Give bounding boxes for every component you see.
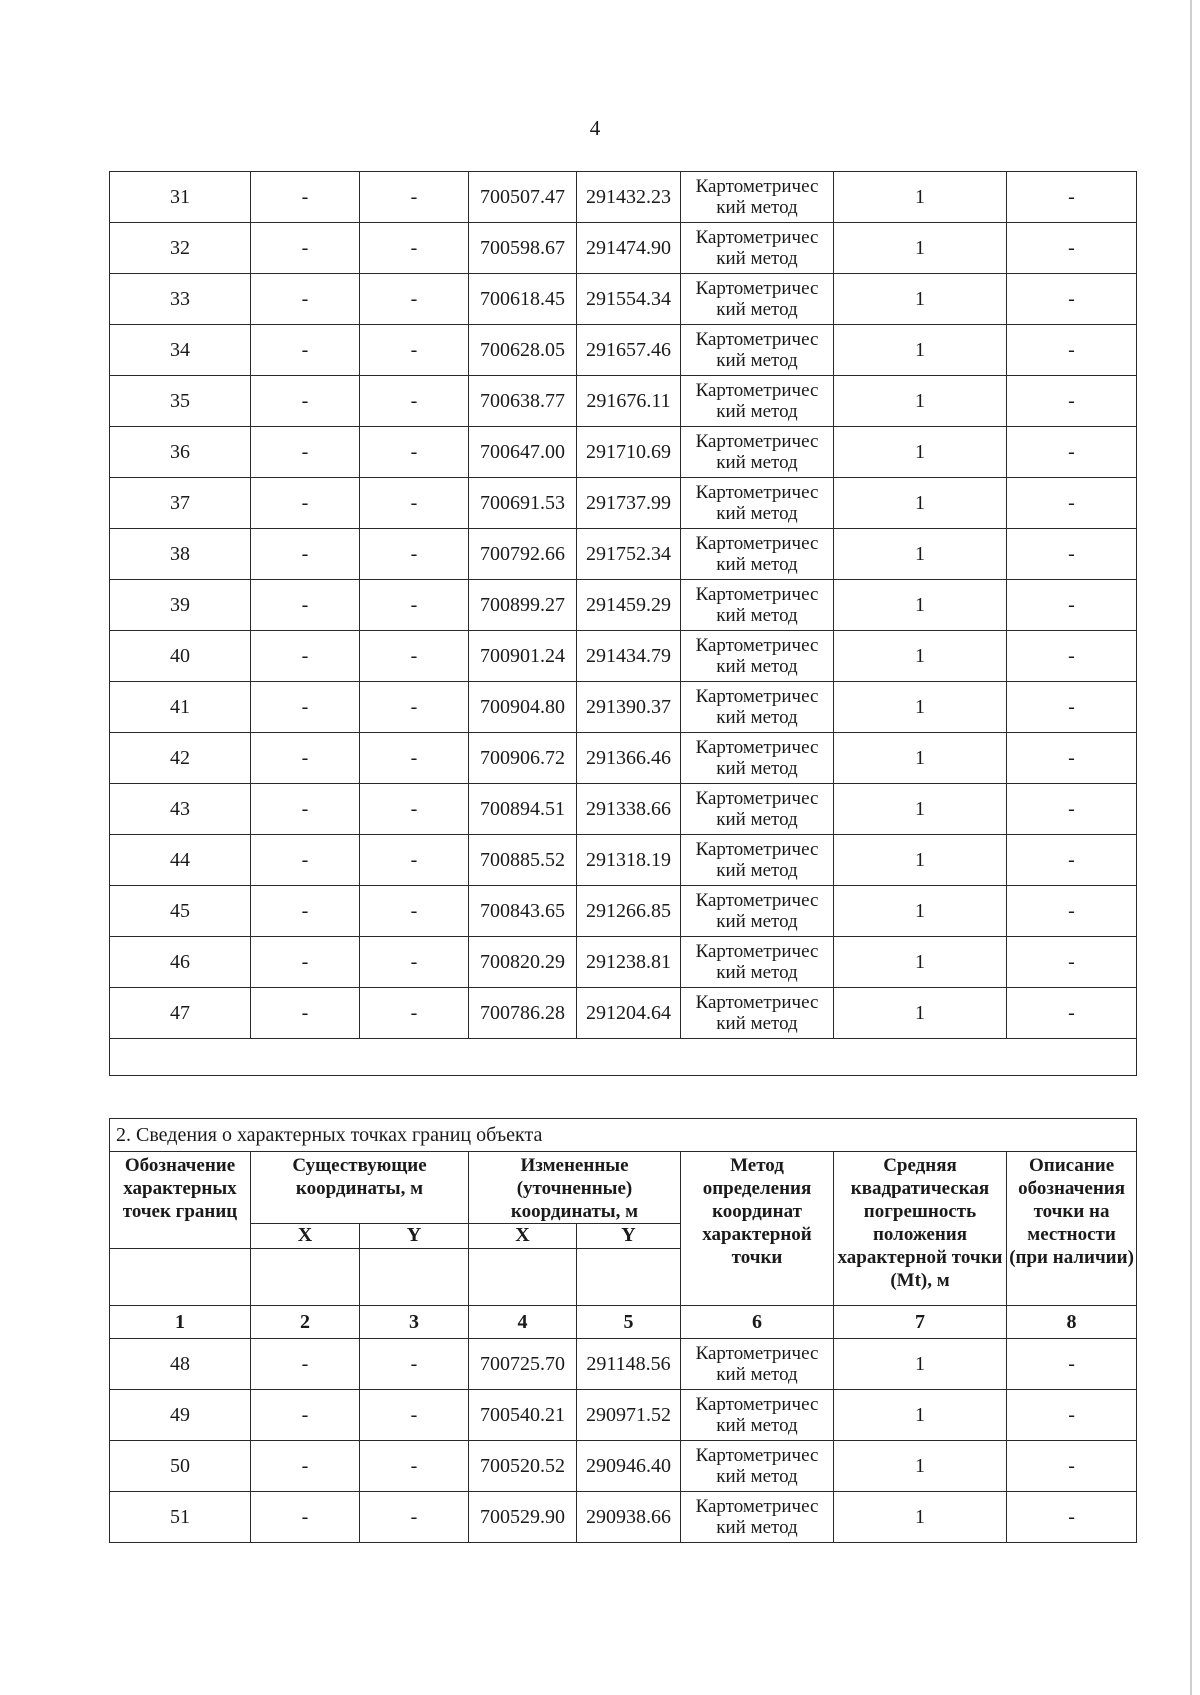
- existing-x: -: [251, 478, 360, 529]
- method-cell: [681, 580, 834, 631]
- method-line-1: Картометричес: [695, 635, 819, 656]
- changed-x: 700894.51: [469, 784, 577, 835]
- changed-y: 291148.56: [577, 1339, 681, 1390]
- point-description: -: [1007, 682, 1137, 733]
- table-row: [110, 631, 1137, 682]
- changed-y: 291390.37: [577, 682, 681, 733]
- existing-x: -: [251, 1441, 360, 1492]
- existing-y: -: [360, 274, 469, 325]
- existing-y: -: [360, 682, 469, 733]
- point-number: 36: [110, 427, 251, 478]
- point-description: -: [1007, 427, 1137, 478]
- existing-x: -: [251, 733, 360, 784]
- method-line-1: Картометричес: [695, 890, 819, 911]
- mean-error: 1: [834, 784, 1007, 835]
- point-description: -: [1007, 172, 1137, 223]
- method-line-2: кий метод: [716, 1364, 798, 1385]
- method-line-2: кий метод: [716, 809, 798, 830]
- table-row: [110, 733, 1137, 784]
- method-line-2: кий метод: [716, 911, 798, 932]
- point-description: -: [1007, 1492, 1137, 1543]
- method-line-1: Картометричес: [695, 686, 819, 707]
- point-description: -: [1007, 529, 1137, 580]
- page-number: 4: [589, 116, 601, 140]
- method-line-2: кий метод: [716, 758, 798, 779]
- header-spacer: [360, 1249, 469, 1306]
- changed-x: 700540.21: [469, 1390, 577, 1441]
- boundary-points-table-section-2: [109, 1118, 1137, 1543]
- method-cell: [681, 223, 834, 274]
- method-cell: [681, 835, 834, 886]
- existing-x: -: [251, 529, 360, 580]
- empty-cell: [110, 1039, 1137, 1076]
- existing-y: -: [360, 325, 469, 376]
- table-row: [110, 682, 1137, 733]
- method-line-1: Картометричес: [695, 941, 819, 962]
- point-description: -: [1007, 835, 1137, 886]
- changed-y: 291318.19: [577, 835, 681, 886]
- existing-y: -: [360, 1492, 469, 1543]
- point-number: 40: [110, 631, 251, 682]
- existing-x: -: [251, 376, 360, 427]
- existing-x: -: [251, 835, 360, 886]
- existing-x: -: [251, 937, 360, 988]
- changed-x: 700899.27: [469, 580, 577, 631]
- mean-error: 1: [834, 427, 1007, 478]
- method-line-1: Картометричес: [695, 1445, 819, 1466]
- existing-x: -: [251, 1390, 360, 1441]
- column-numbers-row: [110, 1306, 1137, 1339]
- scan-edge-line: [1190, 0, 1192, 1695]
- method-line-1: Картометричес: [695, 482, 819, 503]
- method-line-2: кий метод: [716, 503, 798, 524]
- table-row: [110, 172, 1137, 223]
- method-cell: [681, 274, 834, 325]
- method-cell: [681, 784, 834, 835]
- existing-y: -: [360, 1390, 469, 1441]
- column-number: 3: [360, 1306, 469, 1339]
- changed-x: 700638.77: [469, 376, 577, 427]
- changed-y: 291657.46: [577, 325, 681, 376]
- mean-error: 1: [834, 1339, 1007, 1390]
- point-number: 35: [110, 376, 251, 427]
- point-number: 45: [110, 886, 251, 937]
- header-changed-x: X: [469, 1224, 577, 1249]
- method-line-1: Картометричес: [695, 1343, 819, 1364]
- existing-y: -: [360, 733, 469, 784]
- method-line-2: кий метод: [716, 860, 798, 881]
- point-description: -: [1007, 631, 1137, 682]
- table-row: [110, 1441, 1137, 1492]
- existing-x: -: [251, 886, 360, 937]
- method-line-2: кий метод: [716, 299, 798, 320]
- point-description: -: [1007, 223, 1137, 274]
- header-existing-x: X: [251, 1224, 360, 1249]
- changed-y: 291238.81: [577, 937, 681, 988]
- method-line-1: Картометричес: [695, 329, 819, 350]
- method-cell: [681, 988, 834, 1039]
- mean-error: 1: [834, 1492, 1007, 1543]
- existing-x: -: [251, 427, 360, 478]
- column-number: 6: [681, 1306, 834, 1339]
- changed-y: 290946.40: [577, 1441, 681, 1492]
- point-number: 44: [110, 835, 251, 886]
- existing-x: -: [251, 274, 360, 325]
- top-table-body: [110, 172, 1137, 1076]
- existing-x: -: [251, 988, 360, 1039]
- column-number: 7: [834, 1306, 1007, 1339]
- point-number: 47: [110, 988, 251, 1039]
- mean-error: 1: [834, 274, 1007, 325]
- header-spacer: [251, 1249, 360, 1306]
- method-line-2: кий метод: [716, 350, 798, 371]
- existing-y: -: [360, 1441, 469, 1492]
- method-cell: [681, 682, 834, 733]
- mean-error: 1: [834, 172, 1007, 223]
- header-error: Средняя квадратическая погрешность положения характерной точки (Mt), м: [834, 1152, 1007, 1306]
- point-description: -: [1007, 325, 1137, 376]
- mean-error: 1: [834, 988, 1007, 1039]
- table-row: [110, 784, 1137, 835]
- point-number: 50: [110, 1441, 251, 1492]
- table-row: [110, 325, 1137, 376]
- changed-x: 700598.67: [469, 223, 577, 274]
- changed-x: 700520.52: [469, 1441, 577, 1492]
- method-line-1: Картометричес: [695, 1496, 819, 1517]
- changed-y: 290971.52: [577, 1390, 681, 1441]
- method-line-2: кий метод: [716, 1517, 798, 1538]
- method-cell: [681, 937, 834, 988]
- changed-x: 700786.28: [469, 988, 577, 1039]
- table-row: [110, 886, 1137, 937]
- existing-y: -: [360, 223, 469, 274]
- method-line-2: кий метод: [716, 401, 798, 422]
- changed-y: 291266.85: [577, 886, 681, 937]
- existing-y: -: [360, 172, 469, 223]
- header-existing-y: Y: [360, 1224, 469, 1249]
- point-description: -: [1007, 274, 1137, 325]
- changed-x: 700529.90: [469, 1492, 577, 1543]
- method-line-1: Картометричес: [695, 431, 819, 452]
- mean-error: 1: [834, 682, 1007, 733]
- method-cell: [681, 478, 834, 529]
- changed-x: 700725.70: [469, 1339, 577, 1390]
- header-method: Метод определения координат характерной точки: [681, 1152, 834, 1306]
- table-row: [110, 376, 1137, 427]
- header-spacer: [469, 1249, 577, 1306]
- method-line-1: Картометричес: [695, 278, 819, 299]
- table-row: [110, 478, 1137, 529]
- method-line-2: кий метод: [716, 707, 798, 728]
- method-cell: [681, 529, 834, 580]
- point-description: -: [1007, 988, 1137, 1039]
- method-cell: [681, 886, 834, 937]
- mean-error: 1: [834, 580, 1007, 631]
- point-description: -: [1007, 1339, 1137, 1390]
- point-number: 49: [110, 1390, 251, 1441]
- method-cell: [681, 1390, 834, 1441]
- method-cell: [681, 1339, 834, 1390]
- method-cell: [681, 376, 834, 427]
- changed-y: 291474.90: [577, 223, 681, 274]
- method-line-1: Картометричес: [695, 737, 819, 758]
- changed-y: 291366.46: [577, 733, 681, 784]
- empty-row: [110, 1039, 1137, 1076]
- existing-y: -: [360, 478, 469, 529]
- changed-y: 291737.99: [577, 478, 681, 529]
- header-changed-y: Y: [577, 1224, 681, 1249]
- existing-x: -: [251, 223, 360, 274]
- existing-y: -: [360, 580, 469, 631]
- point-description: -: [1007, 1390, 1137, 1441]
- point-description: -: [1007, 733, 1137, 784]
- method-line-1: Картометричес: [695, 992, 819, 1013]
- changed-x: 700843.65: [469, 886, 577, 937]
- method-line-2: кий метод: [716, 554, 798, 575]
- table-row: [110, 835, 1137, 886]
- method-line-2: кий метод: [716, 1466, 798, 1487]
- changed-x: 700906.72: [469, 733, 577, 784]
- table-row: [110, 580, 1137, 631]
- changed-x: 700901.24: [469, 631, 577, 682]
- mean-error: 1: [834, 937, 1007, 988]
- existing-y: -: [360, 988, 469, 1039]
- method-line-2: кий метод: [716, 1013, 798, 1034]
- changed-x: 700618.45: [469, 274, 577, 325]
- method-line-2: кий метод: [716, 197, 798, 218]
- boundary-points-table-continued: [109, 171, 1137, 1076]
- existing-x: -: [251, 784, 360, 835]
- point-number: 34: [110, 325, 251, 376]
- existing-y: -: [360, 784, 469, 835]
- existing-y: -: [360, 835, 469, 886]
- existing-x: -: [251, 682, 360, 733]
- changed-x: 700820.29: [469, 937, 577, 988]
- existing-y: -: [360, 529, 469, 580]
- table-row: [110, 529, 1137, 580]
- method-cell: [681, 1441, 834, 1492]
- section-title: 2. Сведения о характерных точках границ объекта: [110, 1119, 1137, 1152]
- method-cell: [681, 733, 834, 784]
- method-line-1: Картометричес: [695, 584, 819, 605]
- table-row: [110, 1492, 1137, 1543]
- method-cell: [681, 1492, 834, 1543]
- changed-x: 700904.80: [469, 682, 577, 733]
- header-existing-coords: Существующие координаты, м: [251, 1152, 469, 1224]
- mean-error: 1: [834, 631, 1007, 682]
- existing-y: -: [360, 937, 469, 988]
- point-number: 38: [110, 529, 251, 580]
- method-line-2: кий метод: [716, 656, 798, 677]
- mean-error: 1: [834, 223, 1007, 274]
- table-row: [110, 1339, 1137, 1390]
- changed-y: 291752.34: [577, 529, 681, 580]
- existing-y: -: [360, 886, 469, 937]
- existing-x: -: [251, 172, 360, 223]
- changed-x: 700792.66: [469, 529, 577, 580]
- existing-x: -: [251, 580, 360, 631]
- point-description: -: [1007, 886, 1137, 937]
- existing-x: -: [251, 1492, 360, 1543]
- point-number: 42: [110, 733, 251, 784]
- header-description: Описание обозначения точки на местности (при наличии): [1007, 1152, 1137, 1306]
- mean-error: 1: [834, 733, 1007, 784]
- mean-error: 1: [834, 478, 1007, 529]
- method-line-1: Картометричес: [695, 839, 819, 860]
- point-number: 46: [110, 937, 251, 988]
- mean-error: 1: [834, 1441, 1007, 1492]
- method-line-2: кий метод: [716, 452, 798, 473]
- mean-error: 1: [834, 886, 1007, 937]
- mean-error: 1: [834, 325, 1007, 376]
- table-row: [110, 937, 1137, 988]
- table-row: [110, 988, 1137, 1039]
- point-number: 48: [110, 1339, 251, 1390]
- point-description: -: [1007, 376, 1137, 427]
- header-changed-coords: Измененные (уточненные) координаты, м: [469, 1152, 681, 1224]
- method-cell: [681, 325, 834, 376]
- changed-x: 700647.00: [469, 427, 577, 478]
- existing-y: -: [360, 376, 469, 427]
- point-number: 41: [110, 682, 251, 733]
- changed-y: 291710.69: [577, 427, 681, 478]
- existing-y: -: [360, 427, 469, 478]
- point-number: 32: [110, 223, 251, 274]
- changed-x: 700691.53: [469, 478, 577, 529]
- point-description: -: [1007, 1441, 1137, 1492]
- column-number: 4: [469, 1306, 577, 1339]
- method-line-1: Картометричес: [695, 1394, 819, 1415]
- point-number: 33: [110, 274, 251, 325]
- changed-y: 291554.34: [577, 274, 681, 325]
- existing-y: -: [360, 1339, 469, 1390]
- existing-y: -: [360, 631, 469, 682]
- method-line-1: Картометричес: [695, 533, 819, 554]
- method-line-1: Картометричес: [695, 788, 819, 809]
- point-description: -: [1007, 784, 1137, 835]
- changed-x: 700507.47: [469, 172, 577, 223]
- changed-y: 291434.79: [577, 631, 681, 682]
- bottom-table-body: [110, 1119, 1137, 1543]
- column-number: 5: [577, 1306, 681, 1339]
- point-number: 43: [110, 784, 251, 835]
- changed-y: 291676.11: [577, 376, 681, 427]
- method-cell: [681, 427, 834, 478]
- column-number: 2: [251, 1306, 360, 1339]
- method-line-1: Картометричес: [695, 227, 819, 248]
- table-row: [110, 274, 1137, 325]
- changed-y: 291432.23: [577, 172, 681, 223]
- point-number: 31: [110, 172, 251, 223]
- method-line-2: кий метод: [716, 248, 798, 269]
- mean-error: 1: [834, 1390, 1007, 1441]
- column-number: 8: [1007, 1306, 1137, 1339]
- mean-error: 1: [834, 529, 1007, 580]
- changed-x: 700885.52: [469, 835, 577, 886]
- point-description: -: [1007, 478, 1137, 529]
- point-number: 39: [110, 580, 251, 631]
- point-number: 37: [110, 478, 251, 529]
- existing-x: -: [251, 325, 360, 376]
- method-line-1: Картометричес: [695, 176, 819, 197]
- method-line-2: кий метод: [716, 962, 798, 983]
- point-description: -: [1007, 937, 1137, 988]
- existing-x: -: [251, 631, 360, 682]
- method-line-2: кий метод: [716, 605, 798, 626]
- table-row: [110, 223, 1137, 274]
- method-cell: [681, 172, 834, 223]
- changed-x: 700628.05: [469, 325, 577, 376]
- method-line-1: Картометричес: [695, 380, 819, 401]
- changed-y: 290938.66: [577, 1492, 681, 1543]
- changed-y: 291338.66: [577, 784, 681, 835]
- method-cell: [681, 631, 834, 682]
- header-spacer: [577, 1249, 681, 1306]
- method-line-2: кий метод: [716, 1415, 798, 1436]
- column-number: 1: [110, 1306, 251, 1339]
- point-number: 51: [110, 1492, 251, 1543]
- header-designation: Обозначение характерных точек границ: [110, 1152, 251, 1249]
- mean-error: 1: [834, 835, 1007, 886]
- existing-x: -: [251, 1339, 360, 1390]
- point-description: -: [1007, 580, 1137, 631]
- changed-y: 291459.29: [577, 580, 681, 631]
- changed-y: 291204.64: [577, 988, 681, 1039]
- header-spacer: [110, 1249, 251, 1306]
- table-row: [110, 427, 1137, 478]
- table-row: [110, 1390, 1137, 1441]
- mean-error: 1: [834, 376, 1007, 427]
